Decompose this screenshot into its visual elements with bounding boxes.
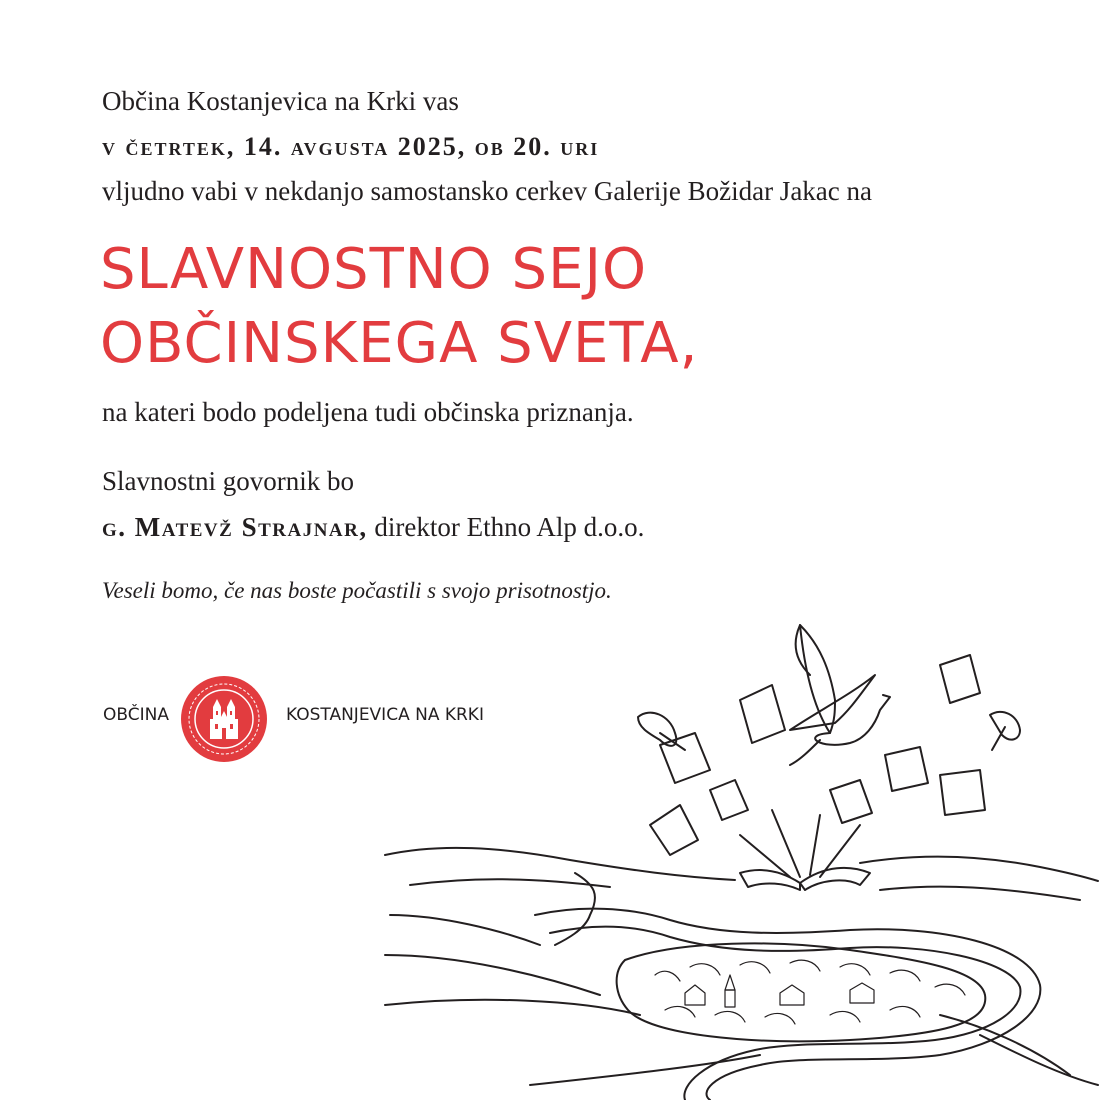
logo-text-right: KOSTANJEVICA NA KRKI — [286, 705, 484, 725]
speaker-name: g. Matevž Strajnar, — [102, 512, 368, 542]
closing-text: Veseli bomo, če nas boste počastili s svojo prisotnostjo. — [102, 578, 612, 603]
intro-text: Občina Kostanjevica na Krki vas — [102, 86, 459, 116]
speaker-intro: Slavnostni govornik bo — [102, 466, 355, 496]
awards-text: na kateri bodo podeljena tudi občinska priznanja. — [102, 397, 634, 427]
landscape-illustration — [380, 615, 1100, 1100]
event-title-line-1: SLAVNOSTNO SEJO — [100, 237, 648, 302]
dove-wing-left — [800, 625, 835, 733]
event-location: vljudno vabi v nekdanjo samostansko cerkev Galerije Božidar Jakac na — [102, 176, 873, 206]
event-title-line-2: OBČINSKEGA SVETA, — [100, 311, 699, 376]
dove-body — [815, 695, 890, 745]
municipal-seal-icon — [180, 675, 268, 763]
event-date: v četrtek, 14. avgusta 2025, ob 20. uri — [102, 132, 600, 161]
logo-text-left: OBČINA — [103, 705, 169, 725]
speaker-line — [102, 512, 644, 543]
speaker-role: direktor Ethno Alp d.o.o. — [367, 512, 645, 542]
